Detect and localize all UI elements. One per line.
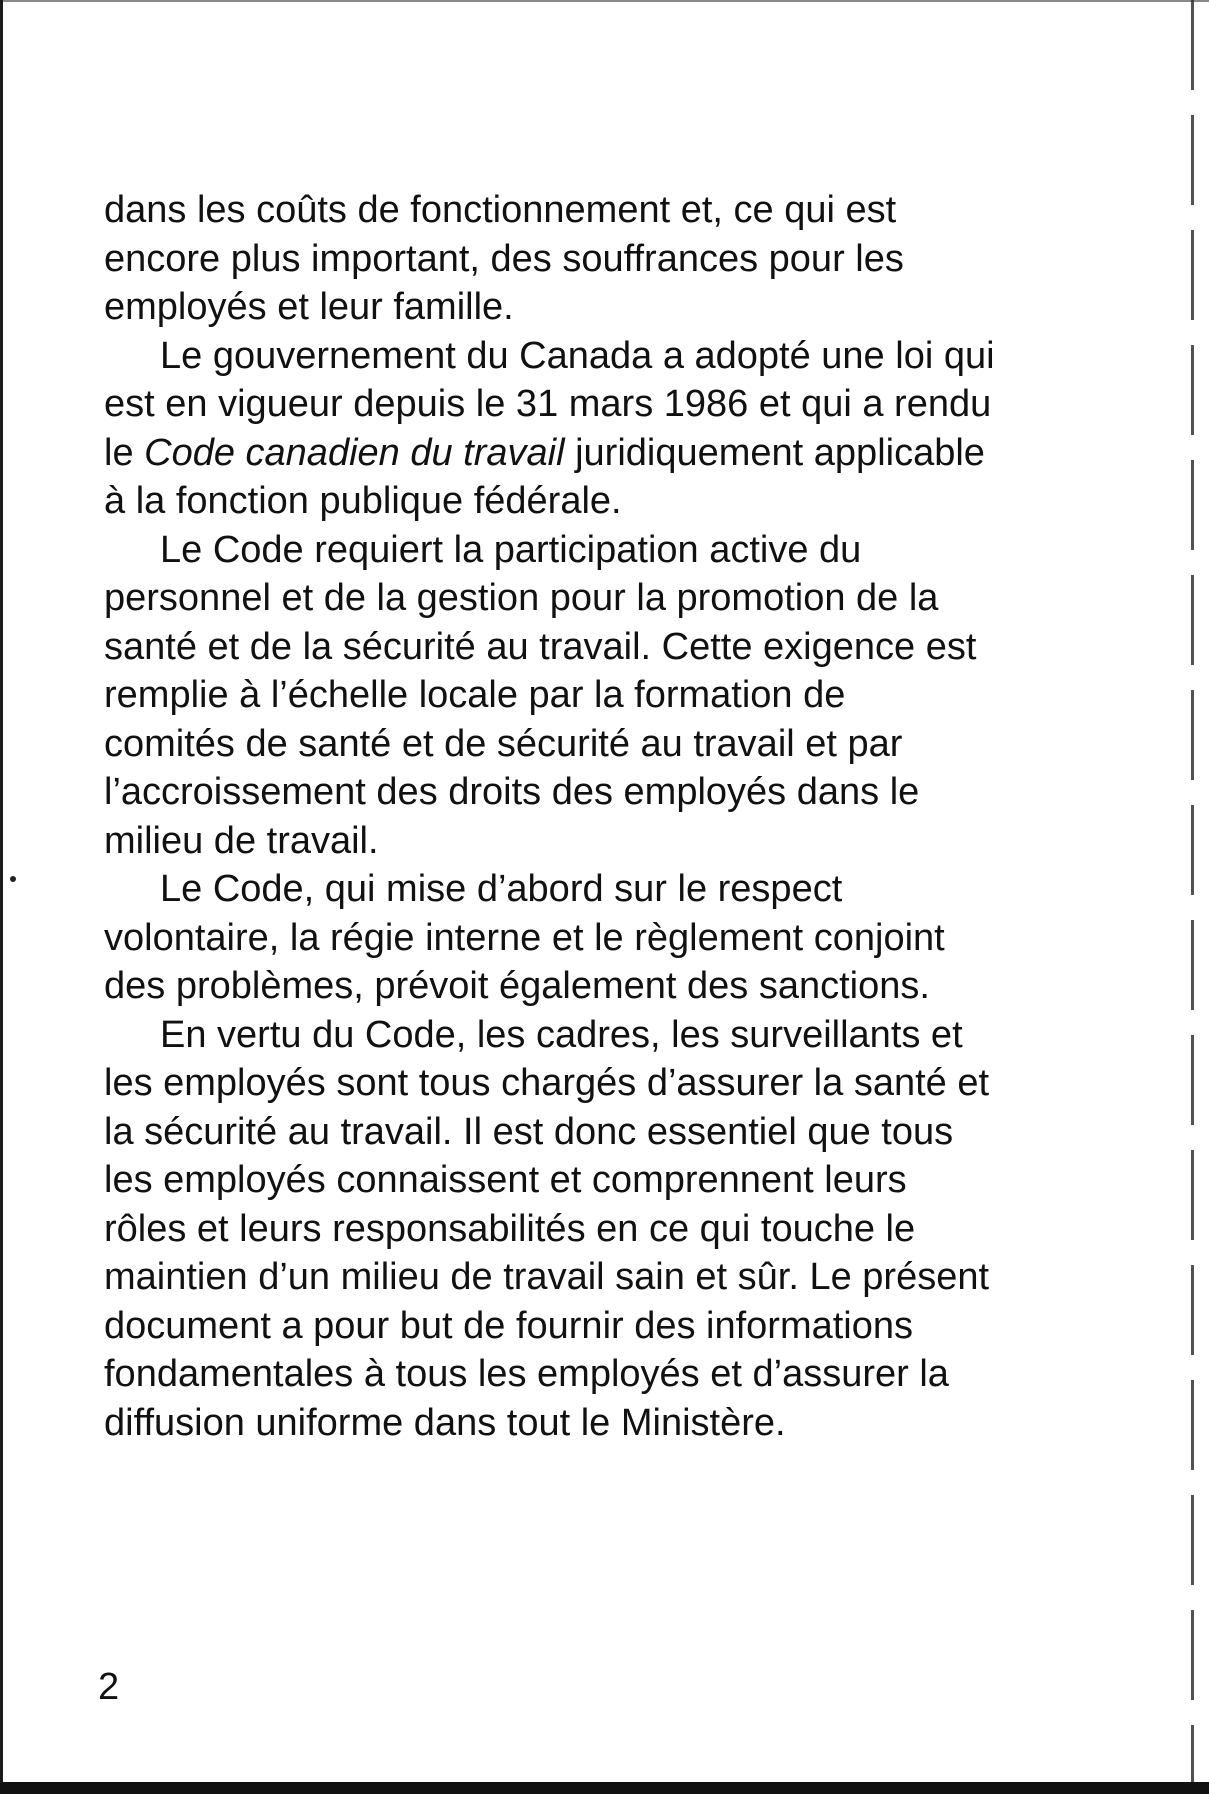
paragraph-4	[104, 865, 1094, 1011]
text-line: des problèmes, prévoit également des sanctions.	[104, 965, 930, 1007]
text-line: employés et leur famille.	[104, 286, 514, 328]
text-line: les employés connaissent et comprennent leurs	[104, 1159, 907, 1201]
text-line: santé et de la sécurité au travail. Cette exigence est	[104, 625, 977, 668]
text-line: encore plus important, des souffrances pour les	[104, 237, 904, 280]
text-line: fondamentales à tous les employés et d’assurer la	[104, 1353, 949, 1395]
text-line: personnel et de la gestion pour la promotion de la	[104, 577, 939, 619]
text-line: maintien d’un milieu de travail sain et sûr. Le présent	[104, 1256, 990, 1298]
text-line: à la fonction publique fédérale.	[104, 480, 622, 522]
paragraph-1	[104, 186, 1094, 332]
text-line: dans les coûts de fonctionnement et, ce qui est	[104, 189, 897, 231]
text-segment: juridiquement applicable	[564, 431, 985, 474]
text-line: volontaire, la régie interne et le règlement conjoint	[104, 916, 945, 959]
text-line: est en vigueur depuis le 31 mars 1986 et qui a rendu	[104, 383, 992, 425]
text-line: rôles et leurs responsabilités en ce qui touche le	[104, 1207, 916, 1250]
text-line: milieu de travail.	[104, 819, 379, 862]
text-line: la sécurité au travail. Il est donc essentiel que tous	[104, 1110, 954, 1153]
text-line: En vertu du Code, les cadres, les surveillants et	[160, 1013, 963, 1056]
page-edge-top	[0, 0, 1209, 2]
text-line: remplie à l’échelle locale par la formation de	[104, 674, 846, 716]
text-line: comités de santé et de sécurité au travail et par	[104, 722, 903, 765]
code-title-italic: Code canadien du travail	[144, 431, 565, 474]
text-line: diffusion uniforme dans tout le Ministère.	[104, 1401, 786, 1444]
page-number: 2	[98, 1666, 120, 1708]
text-line: l’accroissement des droits des employés dans le	[104, 771, 920, 813]
text-line: les employés sont tous chargés d’assurer la santé et	[104, 1062, 990, 1104]
text-line: Le Code, qui mise d’abord sur le respect	[160, 868, 843, 910]
text-line: Le gouvernement du Canada a adopté une loi qui	[160, 334, 995, 377]
paragraph-2	[104, 332, 1094, 526]
text-line: document a pour but de fournir des informations	[104, 1304, 914, 1347]
body-text	[104, 186, 1094, 1447]
page-edge-bottom	[0, 1782, 1209, 1794]
text-line: Le Code requiert la participation active du	[160, 528, 862, 571]
paragraph-5	[104, 1011, 1094, 1448]
paragraph-3	[104, 526, 1094, 866]
text-segment: le	[104, 431, 145, 474]
scan-speck	[10, 876, 16, 882]
page-edge-right	[1191, 0, 1194, 1794]
page-edge-left	[0, 0, 3, 1794]
text-line-mixed	[104, 429, 1094, 478]
